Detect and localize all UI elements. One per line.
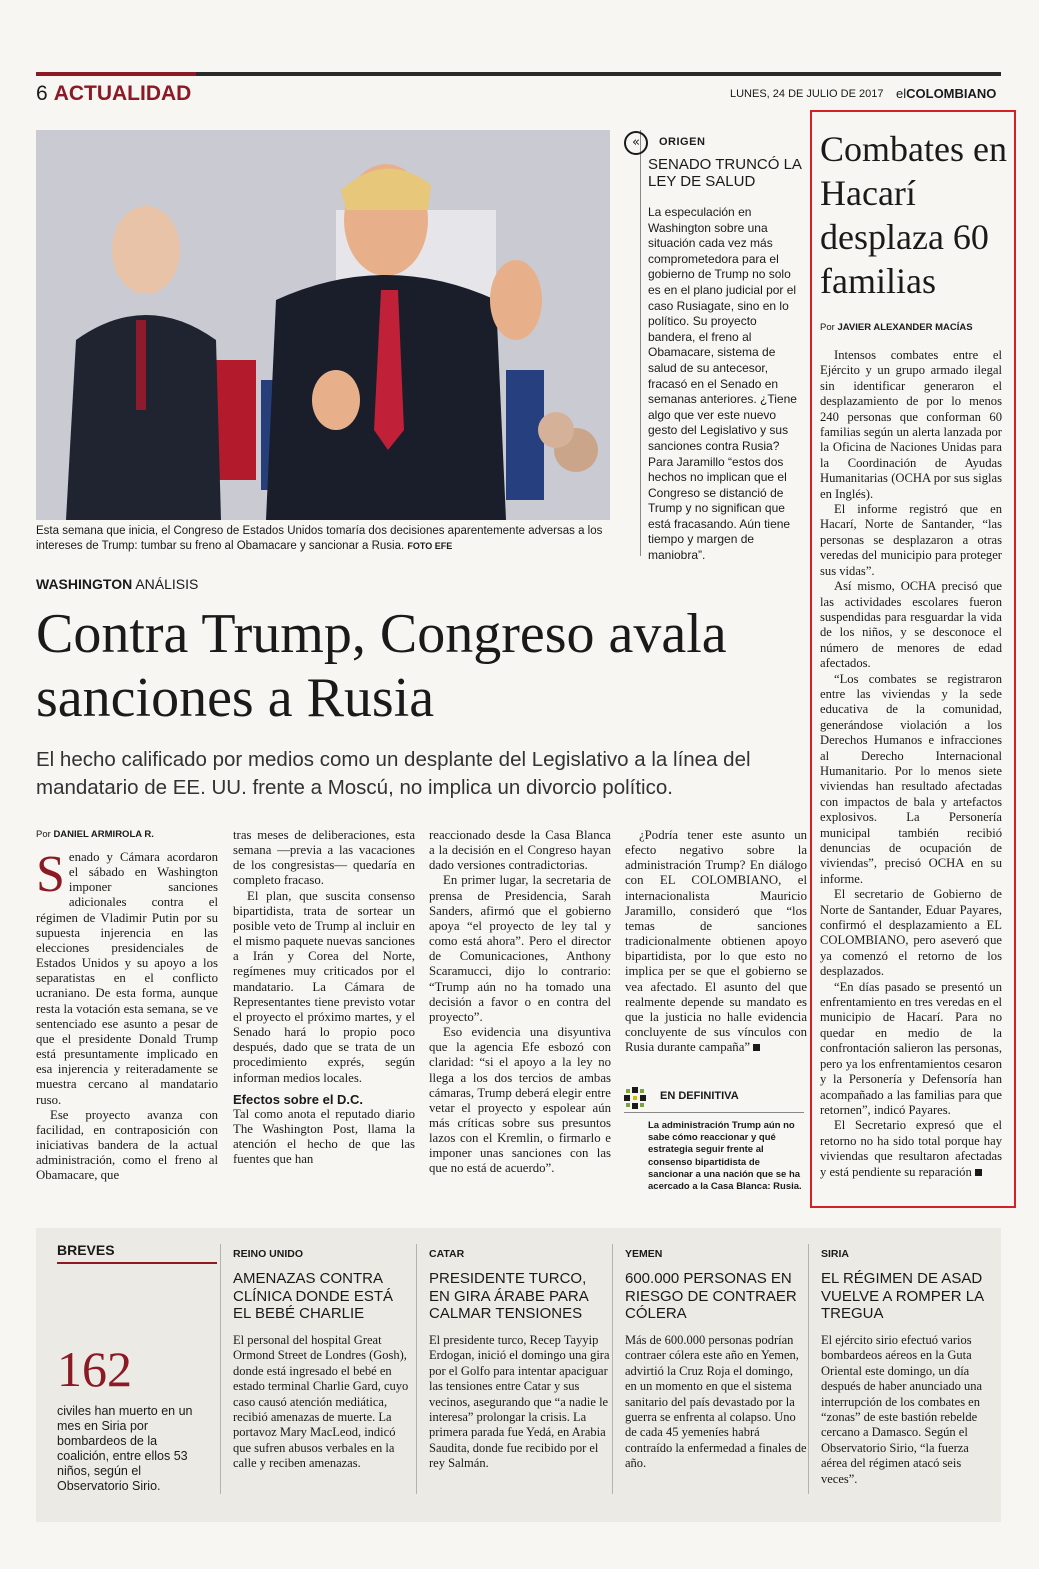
- brief-tag: CATAR: [429, 1248, 465, 1260]
- article-subhead: Efectos sobre el D.C.: [233, 1091, 364, 1107]
- brief-divider: [612, 1244, 613, 1494]
- brief-divider: [416, 1244, 417, 1494]
- briefs-label: BREVES: [57, 1242, 115, 1258]
- photo-illustration: [36, 130, 610, 520]
- article-column-1: S enado y Cámara acordaron el sábado en Washington imponer sanciones adicionales contra el régimen de Vladimir Putin por su supuesta injerencia en las elecciones presidenciales de Estados Unidos y su apoyo a los separatistas en el conflicto ucraniano. De esta forma, aunque resta la votación esta semana, se ve sentenciado ese asunto a pesar de que el presidente Donald Trump está presuntamente implicado en esa injerencia y reiteradamente se muestra cercano al mandatario ruso. Ese proyecto avanza con facilidad, en contraposición con iniciativas bandera de la actual administración, como el freno al Obamacare, que: [36, 846, 218, 1183]
- column-divider: [640, 130, 641, 556]
- brief-tag: SIRIA: [821, 1248, 850, 1260]
- grid-burst-icon: [624, 1087, 646, 1109]
- brief-tag: REINO UNIDO: [233, 1248, 304, 1260]
- origin-label: ORIGEN: [659, 136, 706, 148]
- origin-body: La especulación en Washington sobre una situación cada vez más comprometedora para el gobierno de Trump no solo es en el plano judicial por el caso Rusiagate, sino en lo político. Su proyecto bandera, el freno al Obamacare, sistema de salud de su antecesor, fracasó en el Senado en semanas anteriores. ¿Tiene algo que ver este nuevo gesto del Legislativo y sus sanciones contra Rusia? Para Jaramillo “estos dos hechos no implican que el Congreso se distanció de Trump y no significan que está fracasando. Aún tiene tiempo y margen de maniobra”.: [648, 205, 797, 563]
- article-deck: El hecho calificado por medios como un desplante del Legislativo a la línea del mandatario de EE. UU. frente a Moscú, no implica un divorcio político.: [36, 748, 751, 799]
- big-number: 162: [57, 1341, 132, 1397]
- article-kicker: WASHINGTON ANÁLISIS: [36, 576, 199, 592]
- origin-title: SENADO TRUNCÓ LA LEY DE SALUD: [648, 156, 802, 190]
- date: LUNES, 24 DE JULIO DE 2017: [730, 88, 884, 100]
- end-mark: [975, 1169, 982, 1176]
- section-header: [36, 82, 191, 106]
- briefs-rule: [57, 1262, 217, 1264]
- brief-body: El ejército sirio efectuó varios bombardeos aéreos en la Guta Oriental este domingo, un día después de haber anunciado una interrupción de los combates en “zonas” de este bastión rebelde cercano a Damasco. Según el Observatorio Sirio, “la fuerza aérea del régimen atacó seis veces”.: [821, 1333, 983, 1486]
- page-number: 6: [36, 82, 48, 105]
- brief-divider: [220, 1244, 221, 1494]
- brief-divider: [808, 1244, 809, 1494]
- article-column-2: tras meses de deliberaciones, esta semana —previa a las vacaciones de los congresistas— quedaría en completo fracaso. El plan, que suscita consenso bipartidista, trata de sortear un posible veto de Trump al incluir en el mismo paquete nuevas sanciones a Irán y Corea del Norte, regímenes muy criticados por el mandatario. La Cámara de Representantes tiene previsto votar el proyecto el próximo martes, y el Senado hará lo propio poco después, dado que se trata de un procedimiento exprés, según informan medios locales. Efectos sobre el D.C. Tal como anota el reputado diario The Washington Post, llama la atención el hecho de que las fuentes que han: [233, 828, 415, 1167]
- article-photo: [36, 130, 610, 520]
- section-name: ACTUALIDAD: [53, 82, 192, 105]
- sidebar-body: Intensos combates entre el Ejército y un grupo armado ilegal sin identificar generaron el desplazamiento de por lo menos 240 personas que conforman 60 familias según un alerta lanzada por la Oficina de Naciones Unidas para la Coordinación de Ayudas Humanitarias (OCHA por sus siglas en Inglés). El informe registró que en Hacarí, Norte de Santander, “las personas se desplazaron a otras veredas del municipio para proteger sus vidas”. Así mismo, OCHA precisó que las actividades escolares fueron suspendidas para resguardar la vida de los niños, y se desconoce el número de menores de edad afectados. “Los combates se registraron entre las viviendas y la sede educativa de la comunidad, generándose violación a los Derechos Humanos e infracciones al Derecho Internacional Humanitario. Por lo menos siete viviendas han resultado afectadas con impactos de bala y artefactos explosivos. La Personería municipal también recibió denuncias de ocupación de viviendas”, precisó OCHA en su informe. El secretario de Gobierno de Norte de Santander, Eduar Payares, confirmó el desplazamiento a EL COLOMBIANO, pero aseveró que ya comenzó el retorno de los desplazados. “En días pasado se presentó un enfrentamiento en tres veredas en el municipio de Hacarí. Para no quedar en medio de la confrontación salieron las personas, pero ya los enfrentamientos cesaron y la Personería y Defensoría han acompañado a las familias para que retornen”, indicó Payares. El Secretario expresó que el retorno no ha sido total porque hay viviendas que resultaron afectadas y está pendiente su reparación: [820, 348, 1002, 1179]
- end-mark: [753, 1044, 760, 1051]
- brief-body: Más de 600.000 personas podrían contraer cólera este año en Yemen, advirtió la Cruz Roja el domingo, en un momento en que el sistema sanitario del país devastado por la guerra se enfrenta al colapso. Uno de cada 45 yemeníes habrá contraído la enfermedad a finales de año.: [625, 1333, 807, 1471]
- article-column-3: reaccionado desde la Casa Blanca a la decisión en el Congreso hayan dado versiones contradictorias. En primer lugar, la secretaria de prensa de Presidencia, Sarah Sanders, afirmó que el gobierno apoya “el proyecto de ley tal y como está ahora”. Pero el director de Comunicaciones, Anthony Scaramucci, dijo lo contrario: “Trump aún no ha tomado una decisión a favor o en contra del proyecto”. Eso evidencia una disyuntiva que la agencia Efe esbozó con claridad: “si el apoyo a la ley no llega a los dos tercios de ambas cámaras, Trump deberá elegir entre vetar el proyecto y espolear aún más críticas sobre sus presuntos lazos con el Kremlin, o firmarlo e imponer unas sanciones con las que no está de acuerdo”.: [429, 828, 611, 1176]
- drop-cap: S: [36, 846, 65, 903]
- definitiva-rule: [624, 1112, 804, 1113]
- chevron-left-icon: «: [624, 131, 648, 155]
- brief-headline: AMENAZAS CONTRA CLÍNICA DONDE ESTÁ EL BEBÉ CHARLIE: [233, 1270, 394, 1322]
- brief-tag: YEMEN: [625, 1248, 663, 1260]
- header-rule: [36, 72, 1001, 76]
- definitiva-body: La administración Trump aún no sabe cómo reaccionar y qué estrategia seguir frente al consenso bipartidista de sancionar a una nación que se ha acercado a la Casa Blanca: Rusia.: [648, 1120, 802, 1193]
- brief-body: El presidente turco, Recep Tayyip Erdogan, inició el domingo una gira por el Golfo para intentar apaciguar las tensiones entre Catar y sus vecinos, asegurando que “a nadie le interesa” prolongar la crisis. La primera parada fue Yedá, en Arabia Saudita, donde fue recibido por el rey Salmán.: [429, 1333, 610, 1471]
- newspaper-brand: elCOLOMBIANO: [896, 86, 997, 101]
- brief-headline: PRESIDENTE TURCO, EN GIRA ÁRABE PARA CALMAR TENSIONES: [429, 1270, 588, 1322]
- big-number-text: civiles han muerto en un mes en Siria por bombardeos de la coalición, entre ellos 53 niños, según el Observatorio Sirio.: [57, 1404, 193, 1493]
- article-byline: Por DANIEL ARMIROLA R.: [36, 829, 154, 840]
- article-headline: Contra Trump, Congreso avala sanciones a Rusia: [36, 603, 727, 729]
- sidebar-byline: Por JAVIER ALEXANDER MACÍAS: [820, 322, 973, 333]
- sidebar-headline: Combates en Hacarí desplaza 60 familias: [820, 129, 1007, 301]
- definitiva-label: EN DEFINITIVA: [660, 1090, 739, 1102]
- brief-headline: 600.000 PERSONAS EN RIESGO DE CONTRAER CÓLERA: [625, 1270, 797, 1322]
- photo-credit: FOTO EFE: [407, 541, 453, 551]
- brief-body: El personal del hospital Great Ormond Street de Londres (Gosh), donde está ingresado el bebé en estado terminal Charlie Gard, cuyo caso causó atención mediática, recibió amenazas de muerte. La portavoz Mary MacLeod, indicó que sufren abusos verbales en la calle y reciben amenazas.: [233, 1333, 409, 1471]
- photo-caption: Esta semana que inicia, el Congreso de Estados Unidos tomaría dos decisiones aparentemente adversas a los intereses de Trump: tumbar su freno al Obamacare y sancionar a Rusia. FOTO EFE: [36, 525, 603, 552]
- brief-headline: EL RÉGIMEN DE ASAD VUELVE A ROMPER LA TREGUA: [821, 1270, 984, 1322]
- article-column-4: ¿Podría tener este asunto un efecto negativo sobre la administración Trump? En diálogo con EL COLOMBIANO, el internacionalista Mauricio Jaramillo, consideró que “los temas de sanciones tradicionalmente obtienen apoyo bipartidista, por lo que esto no implica per se que el gobierno se vea afectado. El asunto del que realmente depende su mandato es que la justicia no halle evidencia concluyente de sus vínculos con Rusia durante campaña”: [625, 828, 807, 1055]
